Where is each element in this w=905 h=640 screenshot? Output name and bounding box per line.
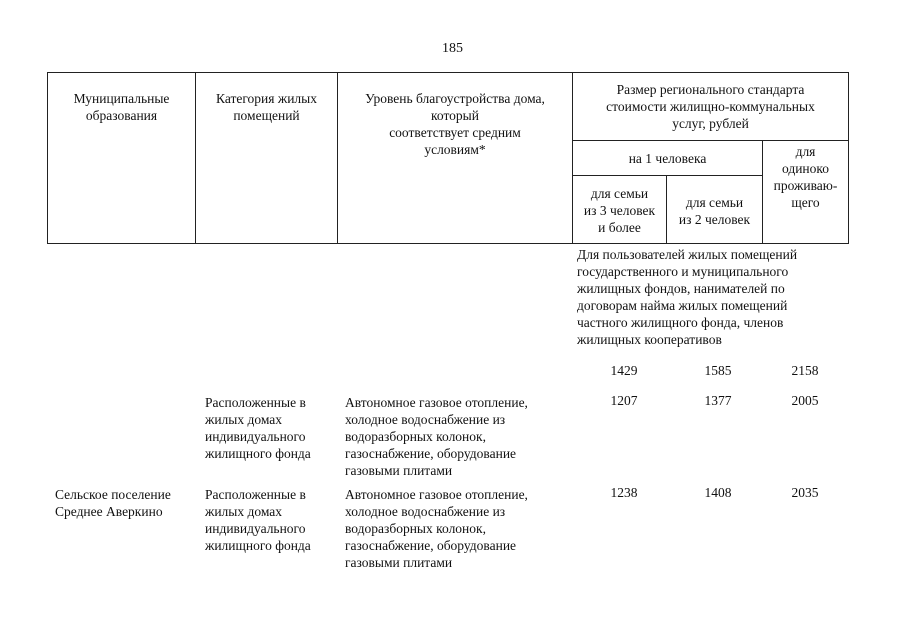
row-1-category: Расположенные в жилых домах индивидуального жилищного фонда (205, 395, 311, 461)
header-family-2: для семьи из 2 человек (678, 195, 751, 227)
table-header (47, 72, 849, 244)
row-2-family2: 1408 (704, 485, 732, 500)
row-2-category: Расположенные в жилых домах индивидуального жилищного фонда (205, 487, 311, 553)
row-0-family2: 1585 (704, 363, 732, 378)
row-1-single: 2005 (791, 393, 819, 408)
header-family-3: для семьи из 3 человек и более (583, 186, 656, 235)
subheader-line (572, 140, 849, 141)
row-2-amenities: Автономное газовое отопление, холодное водоснабжение из водоразборных колонок, газоснабжение, оборудование газовыми плитами (345, 487, 528, 570)
section-title: Для пользователей жилых помещений государственного и муниципального жилищных фондов, нанимателей по договорам найма жилых помещений частного жилищного фонда, членов жилищных кооперативов (577, 247, 798, 347)
header-single: для одиноко проживаю- щего (773, 144, 838, 210)
per-person-line (572, 175, 763, 176)
row-1-family2: 1377 (704, 393, 732, 408)
border-right (848, 72, 849, 244)
header-municipality: Муниципальные образования (73, 91, 170, 123)
page-number: 185 (442, 41, 463, 56)
row-0-family3: 1429 (610, 363, 638, 378)
row-0-single: 2158 (791, 363, 819, 378)
row-1-amenities: Автономное газовое отопление, холодное водоснабжение из водоразборных колонок, газоснабжение, оборудование газовыми плитами (345, 395, 528, 478)
header-per-person: на 1 человека (628, 151, 707, 166)
row-2-family3: 1238 (610, 485, 638, 500)
row-1-family3: 1207 (610, 393, 638, 408)
border-top (47, 72, 849, 73)
row-2-municipality: Сельское поселение Среднее Аверкино (55, 487, 171, 519)
header-category: Категория жилых помещений (216, 91, 317, 123)
border-bottom (47, 243, 849, 244)
row-2-single: 2035 (791, 485, 819, 500)
header-standard-size: Размер регионального стандарта стоимости жилищно-коммунальных услуг, рублей (606, 82, 815, 131)
header-amenities: Уровень благоустройства дома, который соответствует средним условиям* (365, 91, 545, 157)
